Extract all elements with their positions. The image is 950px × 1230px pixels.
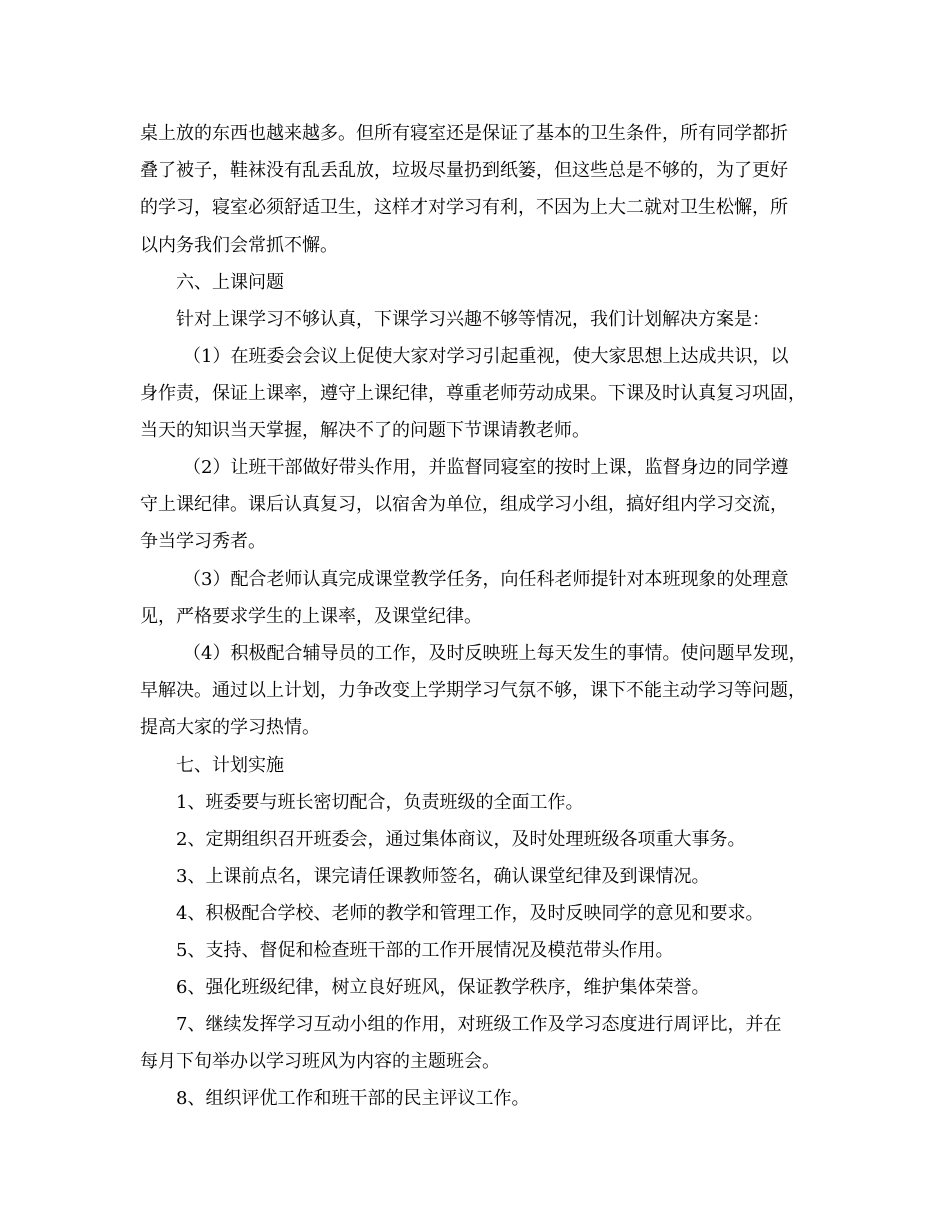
section-heading-plan-implementation [140,747,830,784]
text-line: 针对上课学习不够认真，下课学习兴趣不够等情况，我们计划解决方案是： [176,309,770,330]
text-line: 早解决。通过以上计划，力争改变上学期学习气氛不够，课下不能主动学习等问题， [140,680,806,702]
list-item-4 [140,895,830,932]
paragraph-intro-solution [140,301,830,338]
text-line: 提高大家的学习热情。 [140,717,320,739]
paragraph-dormitory-hygiene [140,115,830,264]
paragraph-item-3 [140,561,830,635]
list-item-2 [140,821,830,858]
text-line: （4）积极配合辅导员的工作，及时反映班上每天发生的事情。使问题早发现， [183,643,807,664]
paragraph-item-1 [140,338,830,450]
text-line: 叠了被子，鞋袜没有乱丢乱放，垃圾尽量扔到纸篓，但这些总是不够的，为了更好 [140,160,788,182]
text-line: 2、定期组织召开班委会，通过集体商议，及时处理班级各项重大事务。 [176,829,746,850]
text-line: 身作责，保证上课率，遵守上课纪律，尊重老师劳动成果。下课及时认真复习巩固， [140,383,806,405]
paragraph-item-4 [140,635,830,747]
text-line: 守上课纪律。课后认真复习，以宿舍为单位，组成学习小组，搞好组内学习交流， [140,494,788,516]
text-line: 以内务我们会常抓不懈。 [140,234,338,256]
list-item-8 [140,1080,830,1117]
text-line: 7、继续发挥学习互动小组的作用，对班级工作及学习态度进行周评比，并在 [176,1014,782,1035]
text-line: 8、组织评优工作和班干部的民主评议工作。 [176,1088,530,1109]
text-line: 5、支持、督促和检查班干部的工作开展情况及模范带头作用。 [176,940,674,961]
text-line: 4、积极配合学校、老师的教学和管理工作，及时反映同学的意见和要求。 [176,903,764,924]
list-item-7 [140,1006,830,1080]
paragraph-item-2 [140,449,830,561]
section-heading-class-issues [140,264,830,301]
list-item-5 [140,932,830,969]
text-line: 六、上课问题 [176,272,284,293]
text-line: 3、上课前点名，课完请任课教师签名，确认课堂纪律及到课情况。 [176,866,710,887]
list-item-1 [140,784,830,821]
text-line: 七、计划实施 [176,755,284,776]
text-line: 的学习，寝室必须舒适卫生，这样才对学习有利，不因为上大二就对卫生松懈，所 [140,197,788,219]
text-line: 见，严格要求学生的上课率，及课堂纪律。 [140,606,482,628]
text-line: 1、班委要与班长密切配合，负责班级的全面工作。 [176,792,584,813]
text-line: （1）在班委会会议上促使大家对学习引起重视，使大家思想上达成共识，以 [183,346,789,367]
text-line: 6、强化班级纪律，树立良好班风，保证教学秩序，维护集体荣誉。 [176,977,710,998]
text-line: 每月下旬举办以学习班风为内容的主题班会。 [140,1051,500,1073]
list-item-6 [140,969,830,1006]
text-line: （2）让班干部做好带头作用，并监督同寝室的按时上课，监督身边的同学遵 [183,457,789,478]
text-line: （3）配合老师认真完成课堂教学任务，向任科老师提针对本班现象的处理意 [183,569,789,590]
text-line: 当天的知识当天掌握，解决不了的问题下节课请教老师。 [140,420,590,442]
list-item-3 [140,858,830,895]
text-line: 桌上放的东西也越来越多。但所有寝室还是保证了基本的卫生条件，所有同学都折 [140,123,788,144]
text-line: 争当学习秀者。 [140,531,266,553]
